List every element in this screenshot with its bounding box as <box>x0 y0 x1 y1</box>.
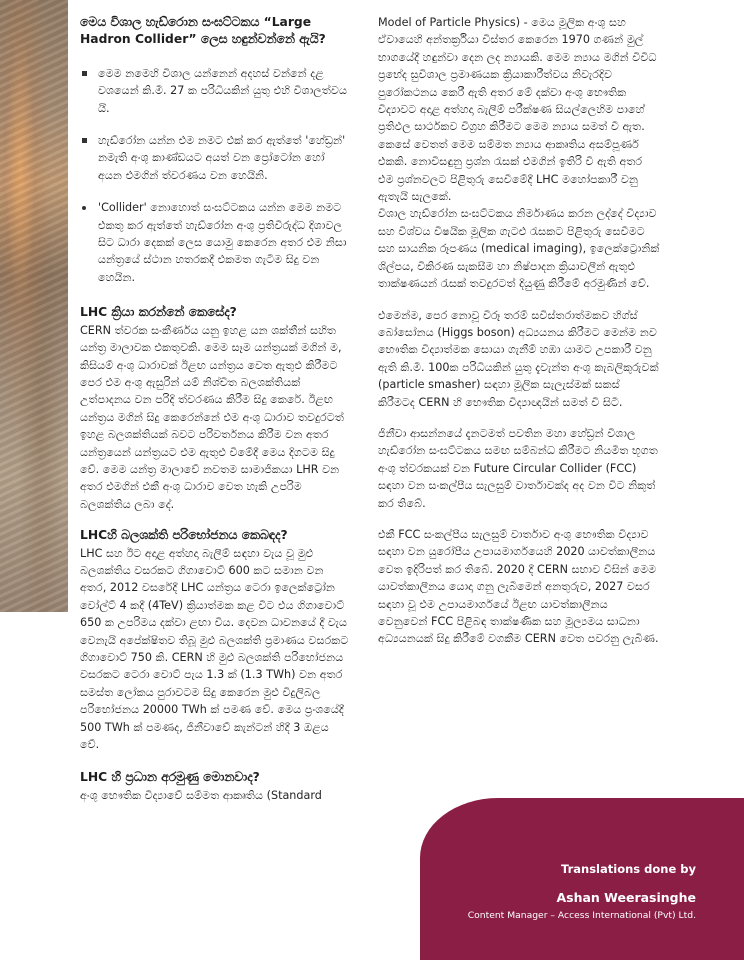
bullet-item <box>80 132 350 184</box>
right-column <box>378 0 660 648</box>
bullet-item <box>80 65 350 117</box>
q3-body: LHC සහ ඊට අදාළ අත්හදා බැලීම් සඳහා වැය වූ මුළු බලශක්තිය වසරකට ගිගාවොට් 600 කට සමාන වන අතර, 2012 වසරේදී LHC යන්ත්‍රය ටෙරා ඉලෙක්ට්‍රෝන වෝල්ට් 4 කදී (4TeV) ක්‍රියාත්මක කළ විට එය ගිගාවොට් 650 ක උපරිමය දක්වා ළඟා විය. දෙවන ධාවනයේ දී වැය වෙනැයි අපේක්ෂිතව තිබූ මුළු බලශක්ති ප්‍රමාණය වසරකට ගිගාවොට් 750 කි. CERN හි මුළු බලශක්ති පරිභෝජනය වසරකට ටෙරා වොට් පැය 1.3 ක් (1.3 TWh) වන අතර සමස්ත ලෝකය පුරාවටම සිදු කෙරෙන මුළු විදුලිබල පරිභෝජනය 20000 TWh ක් පමණ වේ. මෙය ප්‍රංශයේදී 500 TWh ක් පමණද, ජිනීවාවේ කැන්ටන් හිදී 3 ඔළය වේ. <box>80 546 349 752</box>
translator-role: Content Manager – Access International (Pvt) Ltd. <box>467 910 696 921</box>
q1-bullet-list <box>80 65 350 286</box>
left-column <box>80 0 350 804</box>
translation-credit-panel <box>420 798 744 960</box>
higgs-paragraph: එමෙන්ම, පෙර නොවූ විරූ තරම් සවිස්තරාත්මකව හිග්ස් බෝසෝනය (Higgs boson) අධ්‍යයනය කිරීමට මෙන්ම නව භෞතික විද්‍යාත්මක සොයා ගැනීම් හඹා යාමට උපකාරී වනු ඇති කි.මී. 100ක පරිධියකින් යුතු දැවැන්ත අංශු කැබලිකුරුවක් (particle smasher) සඳහා මූලික සැලැස්මක් සකස් කිරීමටද CERN හි භෞතික විද්‍යාඥයින් සමත් වී සිටී. <box>378 308 659 409</box>
q2-heading: LHC ක්‍රියා කරන්නේ කෙසේද? <box>80 305 237 320</box>
strategy-paragraph: එකී FCC සංකල්පීය සැලසුම් වාර්තාව අංශු භෞතික විද්‍යාව සඳහා වන යුරෝපීය උපායමාර්ගයෙහි 2020 යාවත්කාලීනය වෙත ඉදිරිපත් කර තිබේ. 2020 දී CERN සභාව විසින් මෙම යාවත්කාලීනය යොදා ගනු ලැබීමෙන් අනතුරුව, 2027 වසර සඳහා වූ එම උපායමාර්ගයේ ඊළඟ යාවත්කාලීනය වෙනුවෙන් FCC පිළිබඳ තාක්ෂණික සහ මූල්‍යමය සාධනා අධ්‍යයනයක් සිදු කිරීමේ වගකීම CERN වෙත පවරනු ලැබිණ. <box>378 527 659 646</box>
bullet-text: හැඩ්රෝන යන්න එම නමට එක් කර ඇත්තේ 'හේඩ්‍රන්' නමැති අංශු කාණ්ඩයට අයත් වන ප්‍රෝටෝන හෝ අයන එමගින් ත්වරණය වන හෙයිනි. <box>98 134 346 182</box>
bullet-dot-icon <box>82 206 86 210</box>
standard-model-paragraph: Model of Particle Physics) - මෙය මූලික අංශු සහ ඒවායෙහි අන්තර්ක්‍රියා විස්තර කෙරෙන 1970 ගණන් මුල් භාගයේදී හඳුන්වා දෙන ලද න්‍යායකි. මෙම න්‍යාය මගින් විවිධ ප්‍රභේද සුවිශාල ප්‍රමාණයක ක්‍රියාකාරීත්වය නිවැරදිව පුරෝකථනය කෙරී ඇති අතර මේ දක්වා අංශු භෞතික විද්‍යාවට අදාළ අත්හදා බැලීම් පරීක්ෂණ සියල්ලෙහිම පාහේ ප්‍රතිඵල සාර්ථකව විග්‍රහ කිරීමට මෙම න්‍යාය සමත් වී ඇත. කෙසේ වෙතත් මෙම සම්මත න්‍යාය ආකෘතිය අසම්පූර්ණ එකකි. නොවිසඳුනු ප්‍රශ්න රැසක් එමගින් ඉතිරි වී ඇති අතර එම ප්‍රශ්නවලට පිළිතුරු සෙවීමේදී LHC මහෝපකාරී වනු ඇතැයි සැලකේ. <box>378 16 657 204</box>
translator-name: Ashan Weerasinghe <box>556 890 696 905</box>
bullet-item <box>80 199 350 286</box>
bullet-text: මෙම නමෙහි විශාල යන්නෙන් අදහස් වන්නේ දළ වශයෙන් කි.මී. 27 ක පරිධියකින් යුතු එහි විශාලත්වය යි. <box>98 66 348 115</box>
purpose-paragraph: විශාල හැඩ්රෝන සංඝට්ටකය නිර්මාණය කරන ලද්දේ විද්‍යාව සහ විශ්වය විෂයික මූලික ගැටළු රැසකට පිළිතුරු සෙවීමට සහ සායනික රූපණය (medical imaging), ඉලෙක්ට්‍රොනික් ශිල්පය, විකිරණ සැකසීම හා නිෂ්පාදන ක්‍රියාවලීන් ඇතුළු තාක්ෂණයන් රැසක් තවදුරටත් දියුණු කිරීමේ අරමුණින් වේ. <box>378 207 660 291</box>
q4-heading: LHC හි ප්‍රධාන අරමුණු මොනවාද? <box>80 770 260 785</box>
q2-body: CERN ත්වරක සංකීර්ණය යනු ඉහළ යන ශක්තීන් සහිත යන්ත්‍ර මාලාවක එකතුවකි. මෙම සෑම යන්ත්‍රයක් මගින් ම, කිසියම් අංශු ධාරාවක් ඊළඟ යන්ත්‍රය වෙත ඇතුළු කිරීමට පෙර එම අංශු ඇසුරින් යම් නිශ්චිත බලශක්තියක් උත්පාදනය වන පරිදි ත්වරණය කිරීම සිදු කෙරේ. ඊළඟ යන්ත්‍රය මගින් සිදු කෙරෙන්නේ එම අංශු ධාරාව තවදුරටත් ඉහළ බලශක්තියක් බවට පරිවර්තනය කිරීම වන අතර යන්ත්‍රයෙන් යන්ත්‍රයට එම ඇතුළු වීමේදී මෙය දිගටම සිදු වේ. මෙම යන්ත්‍ර මාලාවේ නවතම සාමාජිකයා LHR වන අතර එමගින් එකී අංශු ධාරාව වෙත හැකි උපරිම බලශක්තිය ලබා දේ. <box>80 323 344 511</box>
collider-photo-strip <box>0 0 68 612</box>
q3-heading: LHCහි බලශක්ති පරිභෝජනය කෙබඳද? <box>80 528 288 543</box>
bullet-text: 'Collider' නොහොත් සංඝට්ටකය යන්න මෙම නමට එකතු කර ඇත්තේ හැඩ්රෝන අංශු ප්‍රතිවිරුද්ධ දිශාවල සිට ධාරා දෙකක් ලෙස යොමු කෙරෙන අතර එම නිසා යන්ත්‍රයේ ස්ථාන හතරකදී එකමත ගැටීම සිදු වන හෙයින. <box>98 201 347 284</box>
bullet-square-icon <box>82 138 87 143</box>
q1-heading: මෙය විශාල හැඩ්රොන සංඝට්ටකය “Large Hadron Collider” ලෙස හඳුන්වන්නේ ඇයි? <box>80 15 326 47</box>
bullet-square-icon <box>82 71 87 76</box>
credit-label: Translations done by <box>561 862 696 876</box>
q4-body-start: අංශු භෞතික විද්‍යාවේ සම්මත ආකෘතිය (Standard <box>80 788 322 802</box>
fcc-paragraph: ජිනීවා ආසන්නයේ දැනටමත් පවතින මහා හේඩ්‍රන් විශාල හැඩ්රෝන සංඝට්ටකය සමඟ සම්බන්ධ කිරීමට නියමිත භූගත අංශු ත්වරකයක් වන Future Circular Collider (FCC) සඳහා වන සංකල්පීය සැලසුම් වාර්තාවක්ද අද වන විට නිකුත් කර තිබේ. <box>378 426 658 510</box>
